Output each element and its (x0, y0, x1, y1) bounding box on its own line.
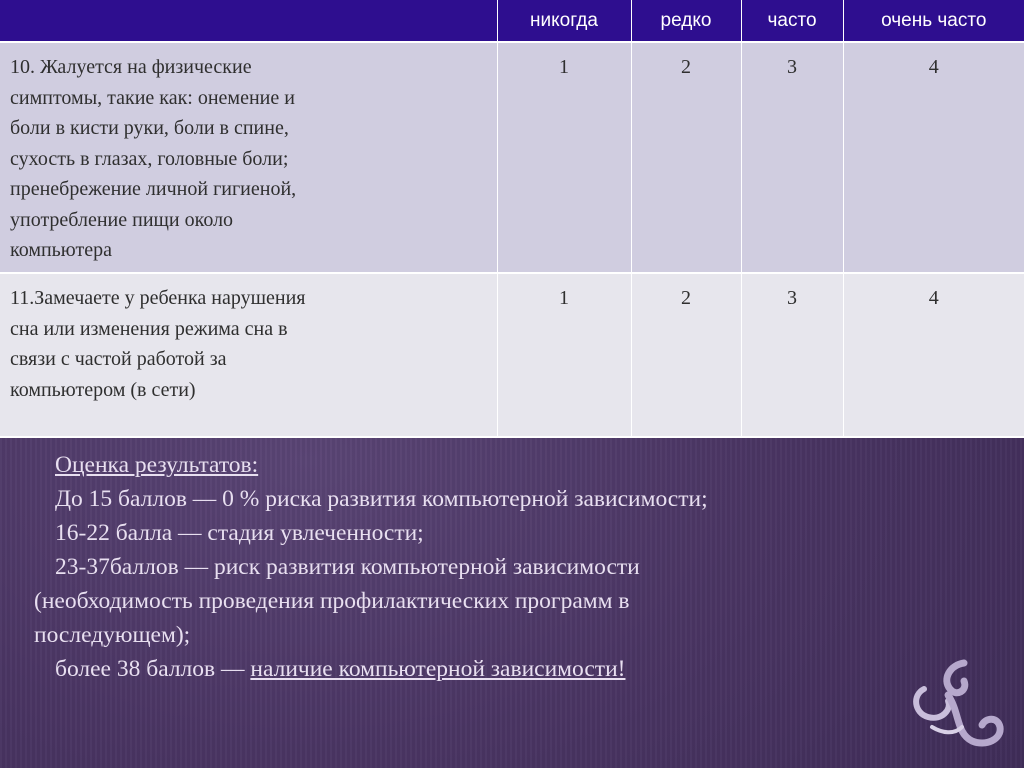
question-10-line: 10. Жалуется на физические (10, 56, 252, 78)
results-title-text: Оценка результатов: (55, 452, 259, 478)
table-row (0, 273, 1024, 437)
flourish-ornament-icon (902, 655, 1012, 755)
results-block (34, 448, 974, 686)
header-very-often: очень часто (843, 0, 1024, 42)
results-line: 16-22 балла — стадия увлеченности; (55, 520, 424, 546)
table-header-row (0, 0, 1024, 42)
question-11-cell (0, 273, 497, 437)
question-10-cell (0, 42, 497, 273)
results-line: (необходимость проведения профилактических программ в (34, 588, 630, 614)
question-10-line: компьютера (10, 239, 112, 261)
question-11-line: связи с частой работой за (10, 348, 227, 370)
header-question-cell (0, 0, 497, 42)
score-rarely: 2 (631, 273, 741, 437)
question-10-line: употребление пищи около (10, 208, 234, 231)
score-very-often: 4 (843, 273, 1024, 437)
score-very-often: 4 (843, 42, 1024, 273)
results-line: До 15 баллов — 0 % риска развития компьютерной зависимости; (55, 486, 708, 512)
results-line: последующем); (34, 622, 191, 648)
question-11-line: сна или изменения режима сна в (10, 317, 288, 340)
results-line-prefix: более 38 баллов — (55, 656, 251, 682)
header-rarely: редко (631, 0, 741, 42)
score-rarely: 2 (631, 42, 741, 273)
results-line-emphasis: наличие компьютерной зависимости! (250, 656, 626, 682)
results-line: 23-37баллов — риск развития компьютерной зависимости (55, 554, 640, 580)
header-never: никогда (497, 0, 631, 42)
score-often: 3 (741, 42, 843, 273)
score-often: 3 (741, 273, 843, 437)
question-11-line: компьютером (в сети) (10, 378, 196, 401)
score-never: 1 (497, 273, 631, 437)
question-10-line: симптомы, такие как: онемение и (10, 86, 295, 109)
question-10-line: сухость в глазах, головные боли; (10, 147, 289, 170)
table-row (0, 42, 1024, 273)
header-often: часто (741, 0, 843, 42)
question-10-line: пренебрежение личной гигиеной, (10, 178, 297, 200)
results-line-final (34, 652, 974, 686)
score-never: 1 (497, 42, 631, 273)
results-title (34, 448, 974, 482)
question-11-line: 11.Замечаете у ребенка нарушения (10, 287, 306, 309)
question-10-line: боли в кисти руки, боли в спине, (10, 117, 289, 139)
